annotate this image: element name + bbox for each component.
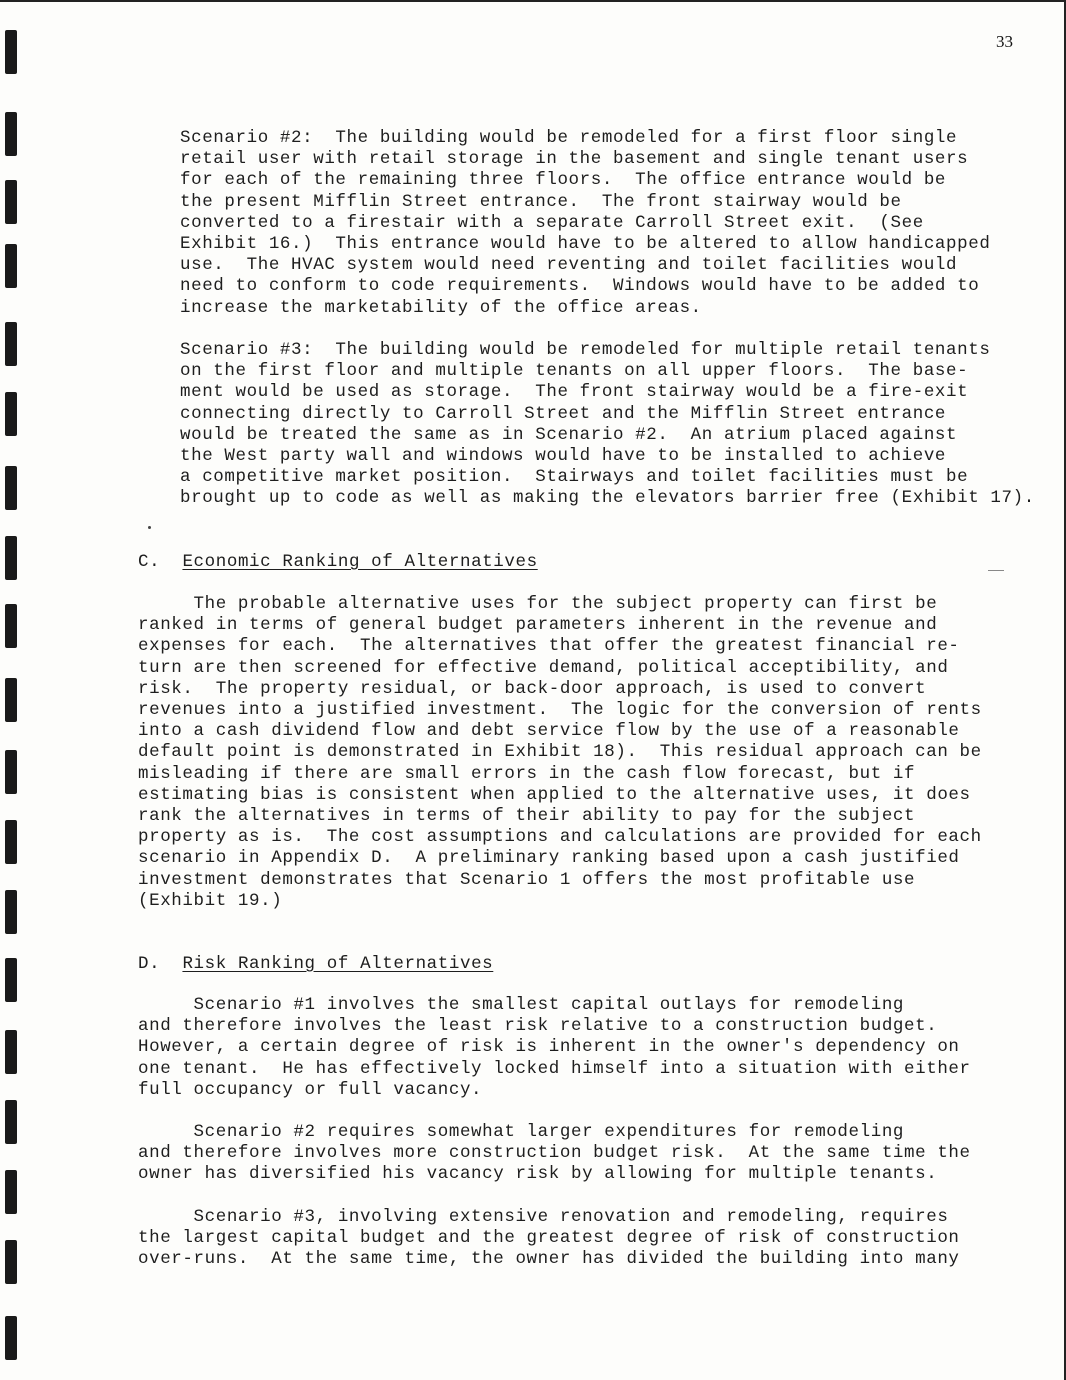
binding-hole	[5, 678, 17, 722]
stray-mark	[988, 570, 1004, 571]
binding-hole	[5, 466, 17, 510]
binding-hole	[5, 958, 17, 1002]
binding-holes	[5, 0, 17, 1380]
binding-hole	[5, 1170, 17, 1214]
binding-hole	[5, 30, 17, 74]
binding-hole	[5, 750, 17, 794]
page-number: 33	[996, 32, 1013, 51]
section-d-heading: D. Risk Ranking of Alternatives	[138, 954, 494, 974]
scenario-3-paragraph: Scenario #3: The building would be remodeled for multiple retail tenants on the first floor and multiple tenants on all upper floors. The base- ment would be used as storage. The front stairway would be a fire-exit connecting directly to Carroll Street and the Mifflin Street entrance would be treated the same as in Scenario #2. An atrium placed against the West party wall and windows would have to be installed to achieve a competitive market position. Stairways and toilet facilities must be brought up to code as well as making the elevators barrier free (Exhibit 17).	[180, 340, 1035, 509]
binding-hole	[5, 604, 17, 648]
section-c-title: Economic Ranking of Alternatives	[182, 552, 538, 572]
binding-hole	[5, 392, 17, 436]
binding-hole	[5, 1030, 17, 1074]
scenario-2-paragraph: Scenario #2: The building would be remodeled for a first floor single retail user with retail storage in the basement and single tenant users for each of the remaining three floors. The office entrance would be the present Mifflin Street entrance. The front stairway would be converted to a firestair with a separate Carroll Street exit. (See Exhibit 16.) This entrance would have to be altered to allow handicapped use. The HVAC system would need reventing and toilet facilities would need to conform to code requirements. Windows would have to be added to increase the marketability of the office areas.	[180, 128, 991, 318]
binding-hole	[5, 180, 17, 224]
binding-hole	[5, 536, 17, 580]
binding-hole	[5, 322, 17, 366]
section-d-paragraph-2: Scenario #2 requires somewhat larger expenditures for remodeling and therefore involves more construction budget risk. At the same time the owner has diversified his vacancy risk by allowing for multiple tenants.	[138, 1122, 971, 1185]
binding-hole	[5, 890, 17, 934]
stray-mark	[148, 526, 151, 529]
binding-hole	[5, 244, 17, 288]
section-c-paragraph: The probable alternative uses for the subject property can first be ranked in terms of general budget parameters inherent in the revenue and expenses for each. The alternatives that offer the greatest financial re- turn are then screened for effective demand, political acceptibility, and risk. The property residual, or back-door approach, is used to convert revenues into a justified investment. The logic for the conversion of rents into a cash dividend flow and debt service flow by the use of a reasonable default point is demonstrated in Exhibit 18). This residual approach can be misleading if there are small errors in the cash flow forecast, but if estimating bias is consistent when applied to the alternative uses, it does rank the alternatives in terms of their ability to pay for the subject property as is. The cost assumptions and calculations are provided for each scenario in Appendix D. A preliminary ranking based upon a cash justified investment demonstrates that Scenario 1 offers the most profitable use (Exhibit 19.)	[138, 594, 982, 911]
binding-hole	[5, 820, 17, 864]
page-top-edge	[0, 0, 1066, 2]
binding-hole	[5, 1100, 17, 1144]
section-d-title: Risk Ranking of Alternatives	[182, 954, 494, 974]
binding-hole	[5, 1316, 17, 1360]
section-c-heading: C. Economic Ranking of Alternatives	[138, 552, 538, 572]
section-d-paragraph-1: Scenario #1 involves the smallest capital outlays for remodeling and therefore involves the least risk relative to a construction budget. However, a certain degree of risk is inherent in the owner's dependency on one tenant. He has effectively locked himself into a situation with either full occupancy or full vacancy.	[138, 995, 971, 1100]
binding-hole	[5, 1240, 17, 1284]
section-d-paragraph-3: Scenario #3, involving extensive renovation and remodeling, requires the largest capital budget and the greatest degree of risk of construction over-runs. At the same time, the owner has divided the building into many	[138, 1207, 960, 1270]
binding-hole	[5, 112, 17, 156]
